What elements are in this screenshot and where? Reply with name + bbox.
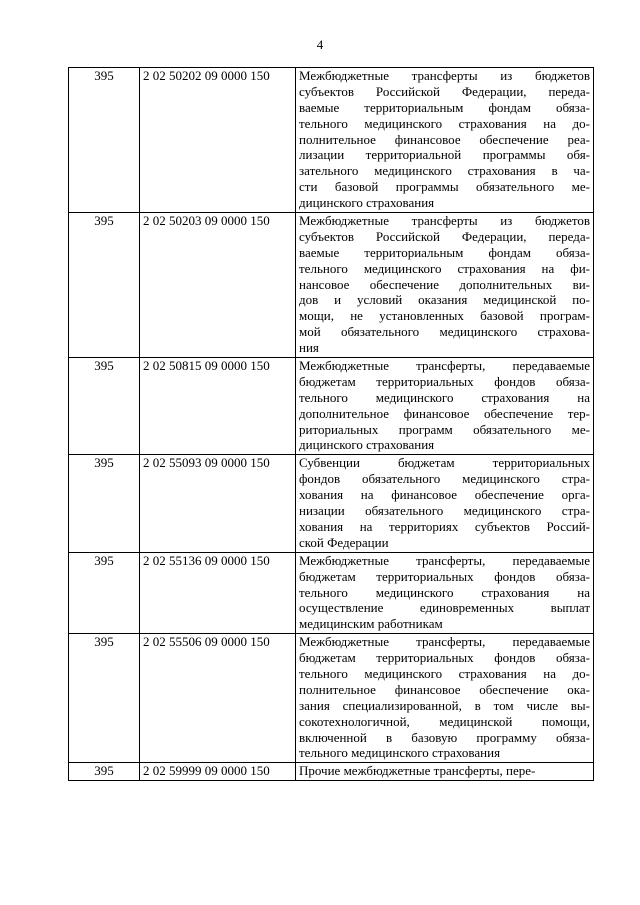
description-line: лизации территориальной программы обя-: [299, 147, 590, 163]
description-cell: [296, 763, 594, 781]
description-line: дицинского страхования: [299, 437, 435, 453]
description-cell: [296, 552, 594, 633]
budget-code-cell: 2 02 50815 09 0000 150: [140, 358, 296, 455]
description-line: Межбюджетные трансферты, передаваемые: [299, 634, 590, 650]
table-row: [69, 634, 594, 763]
description-line: низации обязательного медицинского стра-: [299, 503, 590, 519]
description-line: дополнительное финансовое обеспечение тер-: [299, 405, 590, 421]
table-body: [69, 68, 594, 781]
description-line: сти базовой программы обязательного ме-: [299, 179, 590, 195]
description-line: медицинским работникам: [299, 616, 443, 632]
description-line: тельного медицинского страхования на до-: [299, 115, 590, 131]
description-line: Прочие межбюджетные трансферты, пере-: [299, 763, 536, 779]
description-line: тельного медицинского страхования на фи-: [299, 260, 590, 276]
description-line: нансовое обеспечение дополнительных ви-: [299, 276, 590, 292]
description-line: полнительное финансовое обеспечение реа-: [299, 131, 590, 147]
description-line: риториальных программ обязательного ме-: [299, 421, 590, 437]
description-line: субъектов Российской Федерации, переда-: [299, 83, 590, 99]
page-number: 4: [316, 37, 324, 52]
budget-code-cell: 2 02 50202 09 0000 150: [140, 68, 296, 213]
description-line: хования на финансовое обеспечение орга-: [299, 487, 590, 503]
description-line: ваемые территориальным фондам обяза-: [299, 244, 590, 260]
table-row: [69, 455, 594, 552]
description-line: ваемые территориальным фондам обяза-: [299, 99, 590, 115]
description-line: мощи, не установленных базовой програм-: [299, 308, 590, 324]
description-line: тельного медицинского страхования на: [299, 389, 590, 405]
description-line: зания специализированной, в том числе вы-: [299, 697, 590, 713]
table-row: [69, 358, 594, 455]
description-cell: [296, 68, 594, 213]
description-line: зательного медицинского страхования в ча-: [299, 163, 590, 179]
admin-code-cell: 395: [69, 455, 140, 552]
description-cell: [296, 213, 594, 358]
description-line: хования на территориях субъектов Россий-: [299, 518, 590, 534]
description-line: ния: [299, 340, 319, 356]
description-line: мой обязательного медицинского страхова-: [299, 324, 590, 340]
budget-code-cell: 2 02 55136 09 0000 150: [140, 552, 296, 633]
description-line: бюджетам территориальных фондов обяза-: [299, 373, 590, 389]
table-row: [69, 552, 594, 633]
description-cell: [296, 358, 594, 455]
table-row: [69, 213, 594, 358]
description-line: включенной в базовую программу обяза-: [299, 729, 590, 745]
budget-code-cell: 2 02 55506 09 0000 150: [140, 634, 296, 763]
table-row: [69, 68, 594, 213]
description-line: осуществление единовременных выплат: [299, 600, 590, 616]
description-line: Межбюджетные трансферты, передаваемые: [299, 552, 590, 568]
table-row: [69, 763, 594, 781]
description-line: Субвенции бюджетам территориальных: [299, 455, 590, 471]
description-cell: [296, 634, 594, 763]
budget-classification-table: [68, 67, 594, 781]
admin-code-cell: 395: [69, 68, 140, 213]
description-line: сокотехнологичной, медицинской помощи,: [299, 713, 590, 729]
description-cell: [296, 455, 594, 552]
description-line: тельного медицинского страхования: [299, 745, 501, 761]
description-line: дов и условий оказания медицинской по-: [299, 292, 590, 308]
description-line: полнительное финансовое обеспечение ока-: [299, 681, 590, 697]
description-line: тельного медицинского страхования на: [299, 584, 590, 600]
description-line: бюджетам территориальных фондов обяза-: [299, 650, 590, 666]
description-line: фондов обязательного медицинского стра-: [299, 471, 590, 487]
admin-code-cell: 395: [69, 763, 140, 781]
description-line: Межбюджетные трансферты из бюджетов: [299, 213, 590, 229]
budget-code-cell: 2 02 59999 09 0000 150: [140, 763, 296, 781]
admin-code-cell: 395: [69, 552, 140, 633]
budget-code-cell: 2 02 50203 09 0000 150: [140, 213, 296, 358]
description-line: дицинского страхования: [299, 195, 435, 211]
admin-code-cell: 395: [69, 213, 140, 358]
description-line: Межбюджетные трансферты, передаваемые: [299, 358, 590, 374]
description-line: ской Федерации: [299, 534, 389, 550]
description-line: тельного медицинского страхования на до-: [299, 665, 590, 681]
description-line: субъектов Российской Федерации, переда-: [299, 228, 590, 244]
description-line: бюджетам территориальных фондов обяза-: [299, 568, 590, 584]
budget-code-cell: 2 02 55093 09 0000 150: [140, 455, 296, 552]
description-line: Межбюджетные трансферты из бюджетов: [299, 68, 590, 83]
admin-code-cell: 395: [69, 634, 140, 763]
admin-code-cell: 395: [69, 358, 140, 455]
